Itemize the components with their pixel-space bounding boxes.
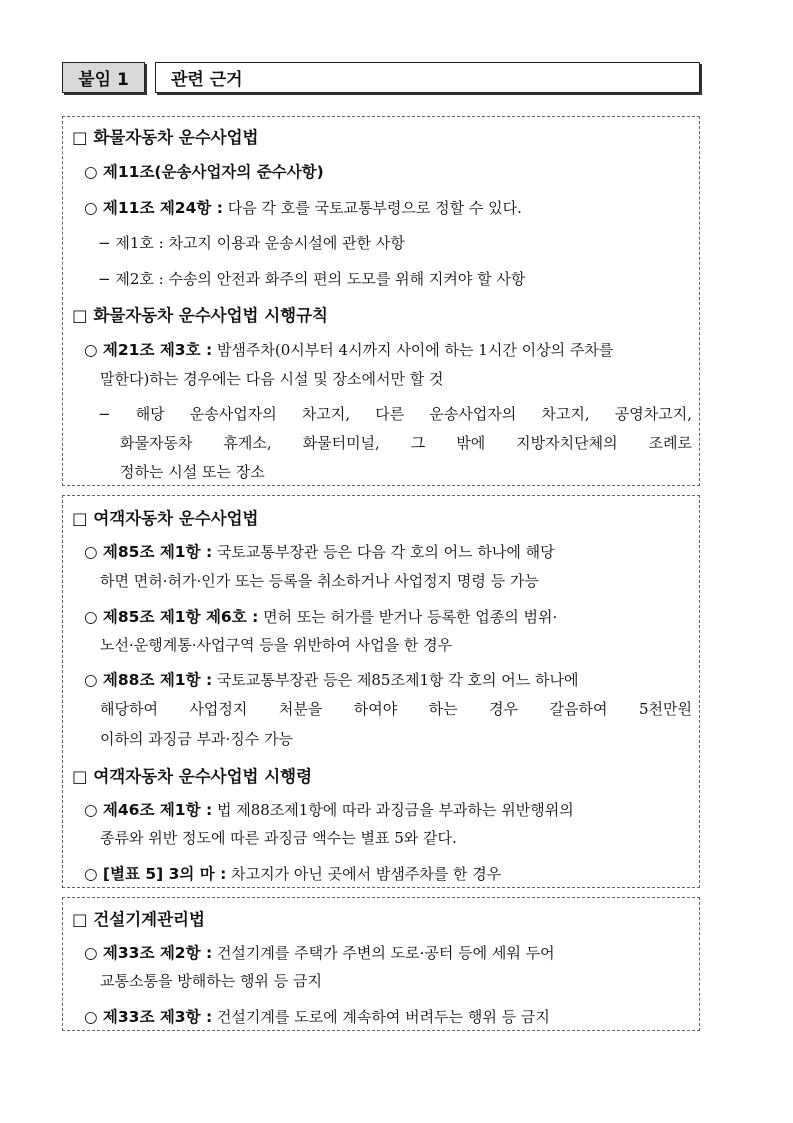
article-text: 법 제88조제1항에 따라 과징금을 부과하는 위반행위의	[212, 801, 574, 819]
article-ref: ○ [별표 5] 3의 마 :	[84, 865, 227, 883]
section-heading-passenger-act: □ 여객자동차 운수사업법	[72, 509, 259, 528]
item-garage-cont1	[120, 432, 692, 453]
article-text: 건설기계를 도로에 계속하여 버려두는 행위 등 금지	[212, 1008, 550, 1026]
article-text: 차고지가 아닌 곳에서 밤샘주차를 한 경우	[226, 865, 502, 883]
annex-5-3	[84, 862, 501, 884]
section-heading-cargo-act: □ 화물자동차 운수사업법	[72, 128, 259, 147]
article-88-1-cont2: 이하의 과징금 부과·징수 가능	[100, 730, 293, 748]
article-85-1-cont: 하면 면허·허가·인가 또는 등록을 취소하거나 사업정지 명령 등 가능	[100, 572, 539, 590]
article-text: 면허 또는 허가를 받거나 등록한 업종의 범위·	[258, 608, 558, 626]
article-ref: ○ 제85조 제1항 :	[84, 543, 213, 561]
article-ref: ○ 제33조 제2항 :	[84, 944, 213, 962]
article-text: 국토교통부장관 등은 다음 각 호의 어느 하나에 해당	[212, 543, 555, 561]
article-ref: ○ 제46조 제1항 :	[84, 801, 213, 819]
article-46-1	[84, 798, 574, 820]
article-ref: ○ 제11조 제24항 :	[84, 199, 223, 217]
article-11: ○ 제11조(운송사업자의 준수사항)	[84, 163, 324, 181]
section-heading-construction-act: □ 건설기계관리법	[72, 910, 205, 929]
article-85-1-6	[84, 605, 557, 627]
article-ref: ○ 제88조 제1항 :	[84, 671, 213, 689]
article-11-24	[84, 196, 522, 218]
item-garage-cont2: 정하는 시설 또는 장소	[120, 463, 265, 481]
item-2: − 제2호 : 수송의 안전과 화주의 편의 도모를 위해 지켜야 할 사항	[98, 270, 526, 288]
article-88-1	[84, 668, 578, 690]
article-21-3-cont: 말한다)하는 경우에는 다음 시설 및 장소에서만 할 것	[100, 370, 444, 388]
article-text: 다음 각 호를 국토교통부령으로 정할 수 있다.	[222, 199, 522, 217]
article-46-1-cont: 종류와 위반 정도에 따른 과징금 액수는 별표 5와 같다.	[100, 829, 457, 847]
section-heading-cargo-rules: □ 화물자동차 운수사업법 시행규칙	[72, 306, 328, 325]
item-1: − 제1호 : 차고지 이용과 운송시설에 관한 사항	[98, 234, 405, 252]
article-85-1	[84, 540, 555, 562]
attachment-tag: 붙임 1	[62, 62, 145, 93]
article-text: 국토교통부장관 등은 제85조제1항 각 호의 어느 하나에	[212, 671, 579, 689]
article-33-2-cont: 교통소통을 방해하는 행위 등 금지	[100, 972, 322, 990]
article-ref: ○ 제33조 제3항 :	[84, 1008, 213, 1026]
article-text: 해당하여 사업정지 처분을 하여야 하는 경우 갈음하여 5천만원	[100, 700, 692, 718]
article-text: 건설기계를 주택가 주변의 도로·공터 등에 세워 두어	[212, 944, 555, 962]
article-21-3	[84, 338, 613, 360]
article-85-1-6-cont: 노선·운행계통·사업구역 등을 위반하여 사업을 한 경우	[100, 636, 453, 654]
item-text: 화물자동차 휴게소, 화물터미널, 그 밖에 지방자치단체의 조례로	[120, 434, 692, 452]
article-33-2	[84, 941, 555, 963]
item-garage	[98, 403, 692, 424]
article-33-3	[84, 1005, 550, 1027]
page-title: 관련 근거	[155, 62, 700, 93]
article-ref: ○ 제85조 제1항 제6호 :	[84, 608, 259, 626]
section-heading-passenger-decree: □ 여객자동차 운수사업법 시행령	[72, 767, 313, 786]
item-text: − 해당 운송사업자의 차고지, 다른 운송사업자의 차고지, 공영차고지,	[98, 405, 692, 423]
article-text: 밤샘주차(0시부터 4시까지 사이에 하는 1시간 이상의 주차를	[212, 341, 614, 359]
article-88-1-cont1	[100, 698, 692, 719]
article-ref: ○ 제21조 제3호 :	[84, 341, 213, 359]
